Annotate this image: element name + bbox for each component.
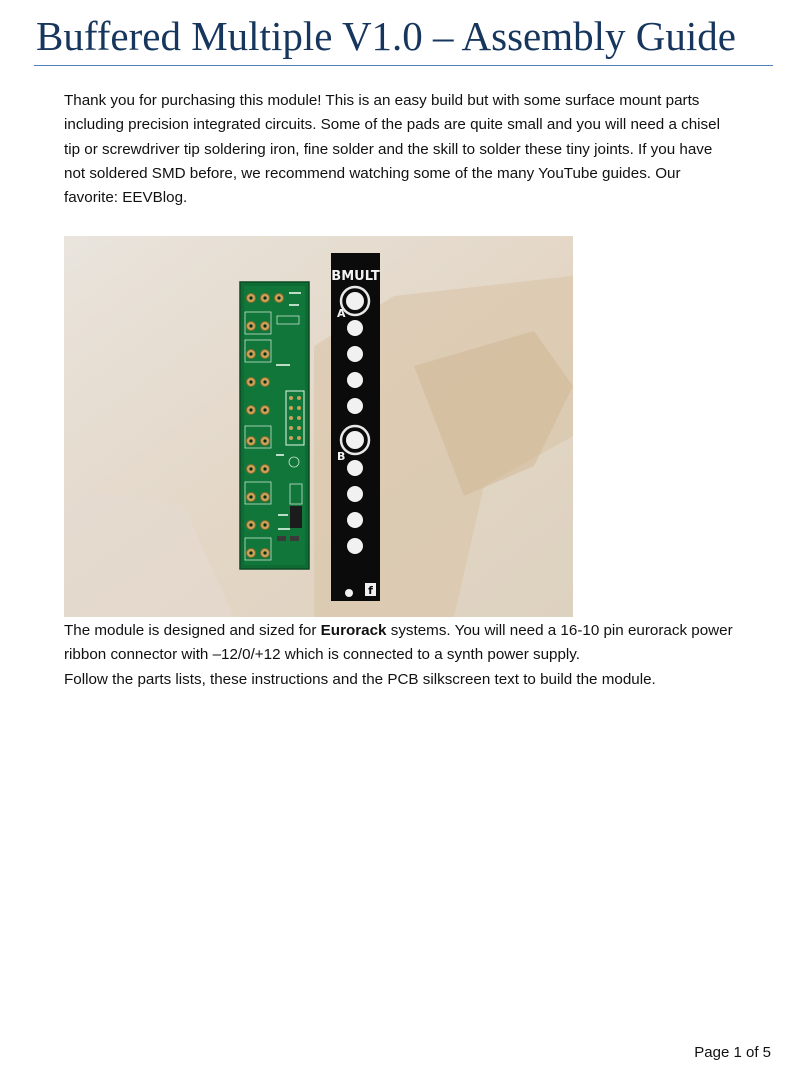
- requirements-paragraph: [64, 619, 774, 692]
- front-panel: [331, 253, 380, 601]
- maker-logo: f: [368, 584, 373, 597]
- title-underline: [34, 65, 773, 66]
- module-photo: [64, 236, 573, 617]
- intro-line: Thank you for purchasing this module! This is an easy build but with some surface mount parts: [64, 92, 700, 109]
- requirements-text: systems. You will need a 16-10 pin eurorack power: [386, 622, 733, 639]
- intro-line: favorite: EEVBlog.: [64, 189, 188, 207]
- intro-line: tip or screwdriver tip soldering iron, fine solder and the skill to solder these tiny joints. If you have: [64, 140, 713, 158]
- module-photo-illustration: [64, 236, 573, 617]
- requirements-line: [64, 619, 774, 643]
- requirements-text: The module is designed and sized for: [64, 622, 321, 639]
- page-number: Page 1 of 5: [694, 1044, 771, 1061]
- eurorack-bold: Eurorack: [320, 622, 387, 639]
- requirements-line: Follow the parts lists, these instructions and the PCB silkscreen text to build the module.: [64, 670, 656, 688]
- panel-label: BMULT: [331, 269, 380, 284]
- pcb-board: [240, 282, 309, 569]
- jack-b-label: B: [337, 450, 346, 463]
- intro-line: not soldered SMD before, we recommend watching some of the many YouTube guides. Our: [64, 164, 681, 182]
- requirements-line: ribbon connector with –12/0/+12 which is connected to a synth power supply.: [64, 646, 580, 664]
- jack-a-label: A: [337, 307, 346, 320]
- page-title: Buffered Multiple V1.0 – Assembly Guide: [36, 13, 736, 59]
- intro-paragraph: [64, 89, 764, 210]
- intro-line: including precision integrated circuits. Some of the pads are quite small and you will need a chisel: [64, 116, 720, 134]
